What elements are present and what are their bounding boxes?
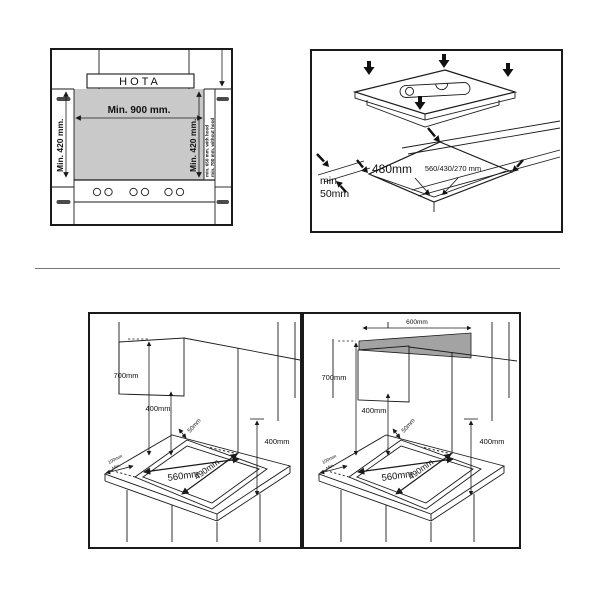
burner-knob [93,188,100,195]
panel-install-shelf-diagram [302,312,521,549]
rear-gap-label-line2: 50mm [320,188,350,200]
control-strip [400,82,471,98]
press-down-arrow [415,96,426,110]
cutout-depth-label: 490mm [406,456,436,482]
hood-clearance-label: 400mm [145,404,171,413]
wall-shaded-area [74,89,204,180]
cutout-depth-label: 490mm [192,456,222,482]
press-down-arrow [364,61,375,75]
left-height-dimension-label: Min. 420 mm. [55,118,65,172]
burner-knob [176,188,183,195]
hob-base [367,100,499,127]
right-height-dimension-label: Min. 420 mm. [188,118,198,172]
burner-knobs [93,188,183,195]
control-notch [436,83,448,90]
panel-install-basic-diagram [88,312,302,549]
cabinet-handle [217,97,230,101]
side-gap-label-line1: 100mm [321,453,338,465]
note-with-hood: min. 650 mm. with hood [204,124,210,177]
cabinet-handle [57,200,71,204]
side-gap-label-line1: 100mm [107,453,124,465]
burner-knob [130,188,137,195]
shelf-width-label: 600mm [406,319,428,326]
hood-clearance-drawing [52,50,231,224]
wall-clearance-label: 400mm [479,437,505,446]
cutout-width-label: 560mm [166,468,200,484]
rear-gap-label: 50mm [401,417,417,435]
press-down-arrow [503,63,514,77]
worktop-back-edge [402,121,560,148]
hood-cabinet [358,346,409,402]
hob-3d [355,54,515,127]
panel-hood-clearance-diagram [50,48,233,226]
burner-knob [141,188,148,195]
width-dimension-label: Min. 900 mm. [107,105,171,116]
hood-cabinet [119,338,184,396]
hood-height-label: 700mm [321,373,347,382]
worktop [319,435,504,542]
wall-clearance-label: 400mm [264,437,290,446]
rear-gap-label-line1: min [320,175,337,187]
press-down-arrow [439,54,450,68]
cutout-depth-label: 480mm [371,162,413,176]
panel-cutout-diagram [310,49,563,233]
shelf-bar [359,333,471,358]
rear-gap-label: 50mm [187,417,203,435]
cutout-drawing [312,51,561,231]
burner-knob [105,188,112,195]
control-knob [405,87,413,95]
side-gap-label-line2: Min. [111,462,122,471]
cutout-width-options-label: 560/430/270 mm [424,164,482,173]
side-gap-label-line2: Min. [325,462,336,471]
walls-and-hood [333,322,517,454]
worktop [105,435,290,542]
hood-clearance-label: 400mm [361,406,387,415]
corner-arrows [317,128,523,192]
cutout-width-label: 560mm [380,468,414,484]
hood-height-label: 700mm [113,371,139,380]
cabinet-handle [217,200,230,204]
install-shelf-drawing [304,314,519,547]
hood-label: HOTA [119,76,161,88]
note-without-hood: min. 700 mm. without hood [209,117,215,177]
install-basic-drawing [90,314,300,547]
burner-knob [165,188,172,195]
walls-and-hood [119,322,300,454]
section-divider [35,268,560,269]
cabinet-handle [57,97,71,101]
dimensions [106,339,290,495]
